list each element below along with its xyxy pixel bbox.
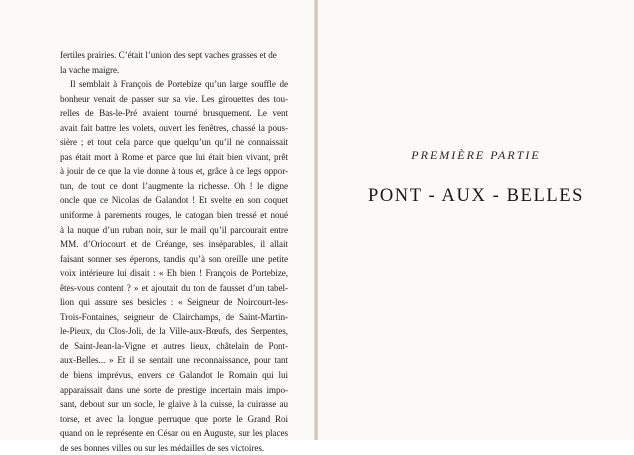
text-line: Il semblait à François de Portebize qu’un large souffle de: [70, 79, 288, 90]
text-line: MM. d’Oriocourt et de Créange, ses inséparables, il allait: [60, 239, 288, 250]
right-page: [318, 0, 634, 440]
text-line: tun, de tout ce dont l’augmente la richesse. Oh ! le digne: [60, 180, 288, 191]
text-line: voix intérieure lui disait : « Eh bien ! François de Portebize,: [60, 268, 288, 279]
text-line: oncle que ce Nicolas de Galandot ! Et svelte en son coquet: [60, 195, 288, 206]
text-line: relles de Bas-le-Pré avaient tourné brusquement. Le vent: [60, 108, 288, 119]
text-line: êtes-vous content ? » et ajoutait du ton de fausset d’un tabel-: [60, 282, 288, 293]
text-line: Trois-Fontaines, seigneur de Clairchamps, de Saint-Martin-: [60, 311, 288, 322]
text-line: de Saint-Jean-la-Vigne et autres lieux, châtelain de Pont-: [60, 340, 288, 351]
text-line: sant, debout sur un socle, le glaive à la cuisse, la cuirasse au: [60, 399, 288, 410]
text-line: uniforme à parements rouges, le catogan bien tressé et noué: [60, 210, 288, 221]
text-line: de biens imprévus, envers ce Galandot le Romain qui lui: [60, 370, 288, 381]
body-text: [60, 48, 288, 455]
text-line: à jouir de ce que la vie donne à tous et, grâce à ce legs oppor-: [60, 166, 288, 177]
part-title: PONT - AUX - BELLES: [367, 186, 585, 206]
text-line: lion qui assure ses besicles : « Seigneur de Noircourt-les-: [60, 297, 288, 308]
text-line: apparaissait dans une sorte de prestige incertain mais impo-: [60, 384, 288, 395]
text-line: à la nuque d’un ruban noir, sur le mail qu’il parcourait entre: [60, 224, 288, 235]
text-line: pas était mort à Rome et parce que lui était bien vivant, prêt: [60, 151, 288, 162]
text-line: de ses bonnes villes ou sur les médailles de ses victoires.: [60, 442, 265, 453]
text-line: avait fait battre les volets, ouvert les fenêtres, chassé la pous-: [60, 122, 288, 133]
text-line: aux-Belles... » Et il se sentait une reconnaissance, pour tant: [60, 355, 288, 366]
text-line: torse, et avec la longue perruque que porte le Grand Roi: [60, 413, 288, 424]
text-line: le-Pieux, du Clos-Joli, de la Ville-aux-Bœufs, des Serpentes,: [60, 326, 288, 337]
text-line: faisant sonner ses éperons, tandis qu’à son oreille une petite: [60, 253, 288, 264]
part-label: PREMIÈRE PARTIE: [411, 148, 541, 162]
text-line: fertiles prairies. C’était l’union des sept vaches grasses et de: [60, 50, 277, 60]
left-page: [0, 0, 315, 453]
text-line: la vache maigre.: [60, 64, 120, 75]
text-line: quand on le représente en César ou en Auguste, sur les places: [60, 428, 288, 439]
text-line: bonheur venait de passer sur sa vie. Les girouettes des tou-: [60, 93, 288, 104]
text-line: sière ; et tout cela parce que quelqu’un qu’il ne connaissait: [60, 137, 288, 148]
